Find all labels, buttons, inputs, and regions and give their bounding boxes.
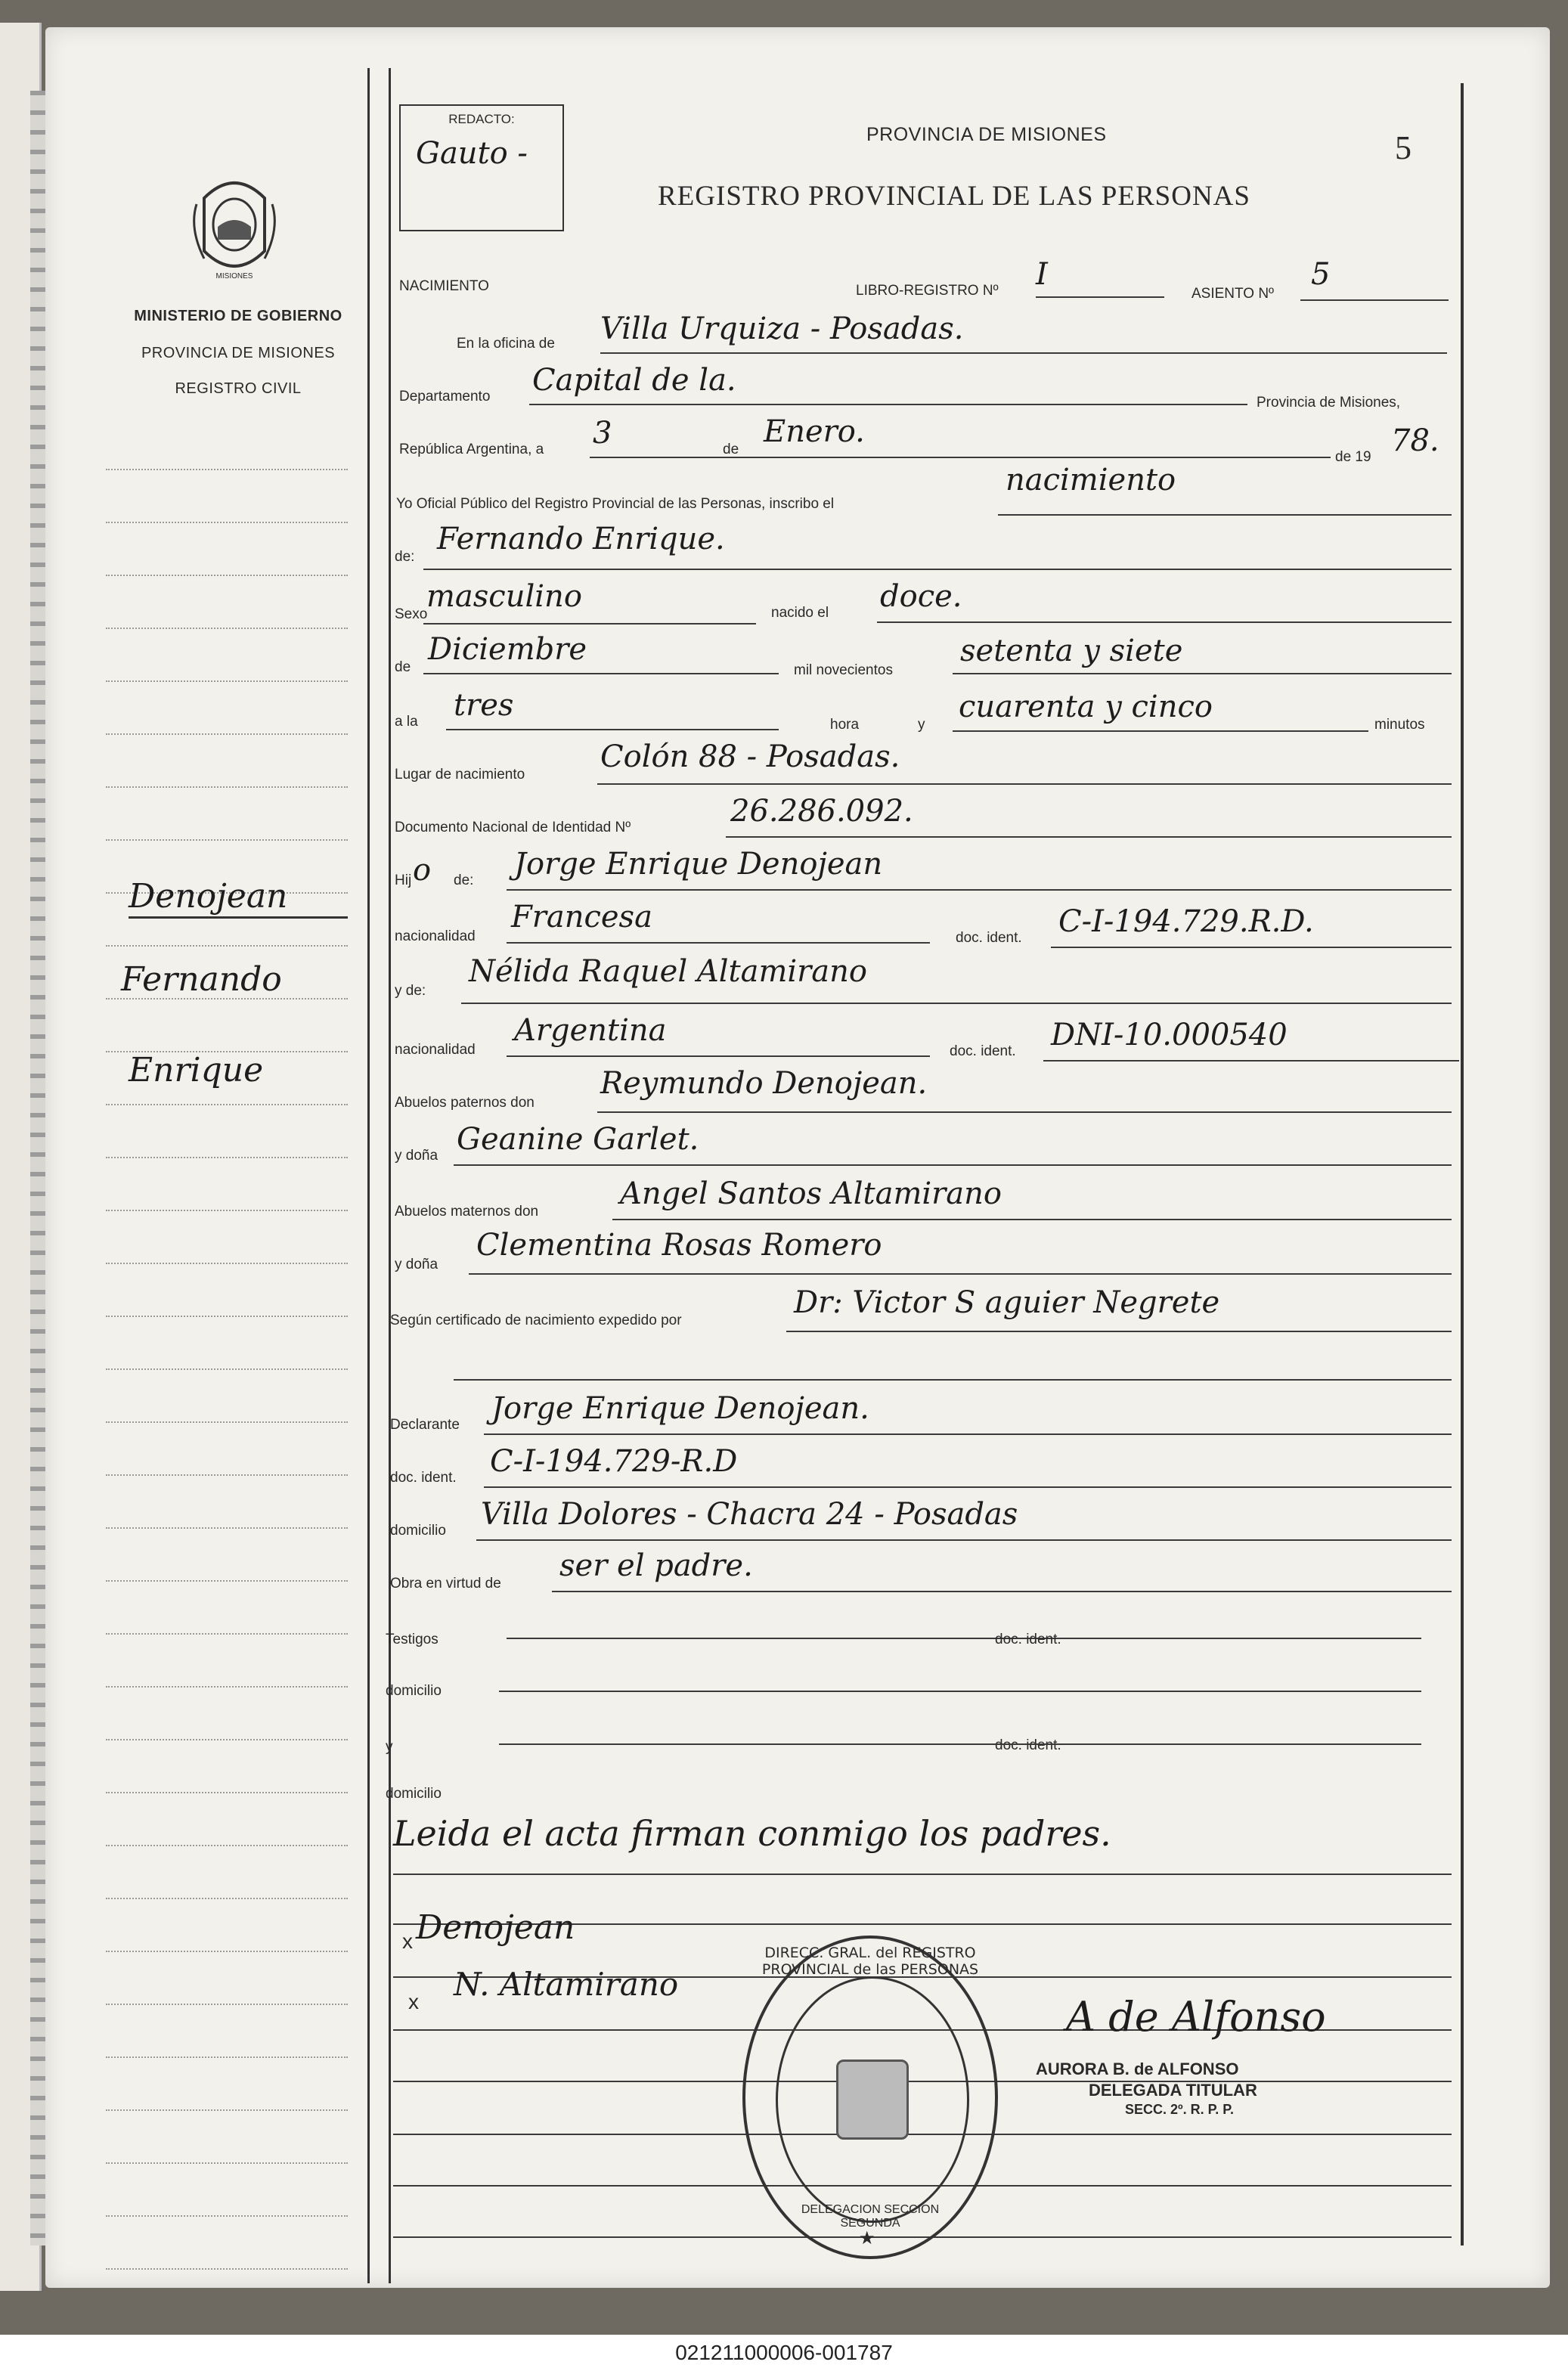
fill-line xyxy=(423,623,756,625)
sexo-value-field: masculino xyxy=(426,579,582,614)
oficina-value-field: Villa Urquiza - Posadas. xyxy=(600,311,964,346)
right-rule xyxy=(1461,83,1464,2245)
margin-ruled-line xyxy=(106,1263,348,1264)
margin-ruled-line xyxy=(106,1951,348,1952)
nombre-value-field: Fernando Enrique. xyxy=(437,522,725,556)
fill-line xyxy=(1300,299,1449,301)
seal-emblem-icon xyxy=(836,2060,909,2140)
officer-title: DELEGADA TITULAR xyxy=(1089,2081,1257,2100)
abuela-pat-value-field: Geanine Garlet. xyxy=(457,1122,699,1157)
domicilio-value-field: Villa Dolores - Chacra 24 - Posadas xyxy=(481,1497,1018,1532)
margin-ruled-line xyxy=(106,1316,348,1317)
fill-line xyxy=(507,1055,930,1057)
margin-ruled-line xyxy=(106,2109,348,2111)
oficial-value-field: nacimiento xyxy=(1006,463,1176,497)
doc-ident-label-label: doc. ident. xyxy=(956,930,1022,946)
declarante-value-field: Jorge Enrique Denojean. xyxy=(491,1391,869,1426)
abuelo-pat-value-field: Reymundo Denojean. xyxy=(600,1066,928,1101)
margin-ruled-line xyxy=(106,1210,348,1211)
fill-line xyxy=(612,1219,1452,1220)
fill-line xyxy=(507,1638,1421,1639)
anio-nac-value-field: setenta y siete xyxy=(960,634,1183,668)
de-label-label: de xyxy=(723,442,739,457)
leida-value-field: Leida el acta firman conmigo los padres. xyxy=(393,1813,1111,1854)
fill-line xyxy=(423,569,1452,570)
y-label-label: y xyxy=(918,717,925,733)
libro-value-field: I xyxy=(1036,257,1048,292)
padre-value-field: Jorge Enrique Denojean xyxy=(514,847,883,882)
redacto-box xyxy=(399,104,564,231)
abuelo-mat-value-field: Angel Santos Altamirano xyxy=(620,1176,1002,1211)
nacionalidad-label-label: nacionalidad xyxy=(395,1042,476,1058)
margin-ruled-line xyxy=(106,1739,348,1740)
margin-first-name: Fernando xyxy=(121,960,282,999)
province-subtitle: PROVINCIA DE MISIONES xyxy=(141,345,336,361)
departamento-label-label: Departamento xyxy=(399,389,491,404)
doc-ident-label-label: doc. ident. xyxy=(950,1043,1016,1059)
margin-surname-underline xyxy=(129,916,348,919)
doc-declarante-value-field: C-I-194.729-R.D xyxy=(490,1444,738,1479)
margin-ruled-line xyxy=(106,2215,348,2217)
fill-line xyxy=(552,1591,1452,1592)
margin-surname: Denojean xyxy=(129,877,288,916)
certificado-value-field: Dr: Victor S aguier Negrete xyxy=(794,1285,1220,1320)
fill-line xyxy=(423,673,779,674)
fill-line xyxy=(1051,947,1452,948)
abuelos-mat-label-label: Abuelos maternos don xyxy=(395,1204,539,1220)
margin-ruled-line xyxy=(106,786,348,788)
margin-ruled-line xyxy=(106,1845,348,1846)
official-seal xyxy=(742,1936,998,2259)
seal-star-icon: ★ xyxy=(859,2228,875,2249)
margin-ruled-line xyxy=(106,733,348,735)
margin-ruled-line xyxy=(106,575,348,576)
provincia-label-label: Provincia de Misiones, xyxy=(1257,395,1401,411)
fill-line xyxy=(726,836,1452,838)
margin-ruled-line xyxy=(106,2162,348,2164)
mes-nac-value-field: Diciembre xyxy=(428,632,587,667)
domicilio-label2-label: domicilio xyxy=(386,1683,442,1699)
fill-line xyxy=(507,889,1452,891)
margin-ruled-line xyxy=(106,1792,348,1793)
fill-line xyxy=(454,1164,1452,1166)
y-dona-label-label: y doña xyxy=(395,1257,438,1272)
margin-rule-inner xyxy=(389,68,391,2283)
asiento-value-field: 5 xyxy=(1311,257,1331,292)
y-label2-label: y xyxy=(386,1739,393,1755)
libro-label-label: LIBRO-REGISTRO Nº xyxy=(856,283,999,299)
margin-ruled-line xyxy=(106,1421,348,1423)
margin-ruled-line xyxy=(106,628,348,629)
seal-outer-text: DIRECC. GRAL. del REGISTRO PROVINCIAL de las PERSONAS xyxy=(761,1945,979,1978)
margin-ruled-line xyxy=(106,2004,348,2005)
dia-value-field: 3 xyxy=(593,416,612,451)
fill-line xyxy=(1036,296,1164,298)
margin-ruled-line xyxy=(106,1474,348,1476)
coat-of-arms-icon xyxy=(189,168,280,289)
fill-line xyxy=(529,404,1247,405)
nac-padre-value-field: Francesa xyxy=(511,900,652,934)
fill-line xyxy=(461,1003,1452,1004)
domicilio-label-label: domicilio xyxy=(390,1523,446,1539)
margin-ruled-line xyxy=(106,680,348,682)
margin-ruled-line xyxy=(106,1368,348,1370)
section-label: NACIMIENTO xyxy=(399,278,489,294)
madre-value-field: Nélida Raquel Altamirano xyxy=(469,954,867,989)
oficina-label-label: En la oficina de xyxy=(457,336,555,352)
de-label2-label: de: xyxy=(395,549,415,565)
margin-ruled-line xyxy=(106,945,348,947)
fill-line xyxy=(499,1743,1421,1745)
abuelos-pat-label-label: Abuelos paternos don xyxy=(395,1095,535,1111)
x-mark-2: x xyxy=(408,1990,419,2013)
fill-line xyxy=(499,1691,1421,1692)
doc-ident-label4-label: doc. ident. xyxy=(995,1737,1061,1753)
fill-line xyxy=(953,730,1368,732)
hora-label-label: hora xyxy=(830,717,860,733)
declarante-label-label: Declarante xyxy=(390,1417,460,1433)
margin-middle-name: Enrique xyxy=(129,1051,264,1089)
oficial-label-label: Yo Oficial Público del Registro Provincial de las Personas, inscribo el xyxy=(396,496,835,512)
binding-stitches xyxy=(30,91,45,2245)
a-la-label-label: a la xyxy=(395,714,418,730)
redacto-label: REDACTO: xyxy=(448,112,515,126)
fill-line xyxy=(446,729,779,730)
nacido-label-label: nacido el xyxy=(771,605,829,621)
anio-value-field: 78. xyxy=(1391,423,1439,458)
parent-signature-1: Denojean xyxy=(416,1908,575,1947)
de-label4-label: de: xyxy=(454,872,474,888)
doc-ident-label3-label: doc. ident. xyxy=(995,1632,1061,1647)
nac-madre-value-field: Argentina xyxy=(514,1013,667,1048)
civil-registry-subtitle: REGISTRO CIVIL xyxy=(175,380,302,397)
ministry-title: MINISTERIO DE GOBIERNO xyxy=(134,308,342,324)
hora-value-field: tres xyxy=(454,688,514,723)
officer-section: SECC. 2º. R. P. P. xyxy=(1125,2102,1234,2117)
margin-ruled-line xyxy=(106,469,348,470)
mil-label-label: mil novecientos xyxy=(794,662,893,678)
doc-madre-value-field: DNI-10.000540 xyxy=(1051,1018,1288,1052)
margin-ruled-line xyxy=(106,1104,348,1105)
departamento-value-field: Capital de la. xyxy=(532,363,736,398)
de-label3-label: de xyxy=(395,659,411,675)
fill-line xyxy=(1043,1060,1459,1062)
doc-ident-label2-label: doc. ident. xyxy=(390,1470,457,1486)
minutos-value-field: cuarenta y cinco xyxy=(959,690,1213,724)
lugar-value-field: Colón 88 - Posadas. xyxy=(600,739,900,774)
asiento-label-label: ASIENTO Nº xyxy=(1191,286,1274,302)
hijo-suffix-field: o xyxy=(413,853,432,888)
fill-line xyxy=(786,1331,1452,1332)
document-code: 021211000006-001787 xyxy=(675,2341,893,2364)
fill-line xyxy=(484,1486,1452,1488)
emblem-text: MISIONES xyxy=(215,272,253,280)
x-mark-1: x xyxy=(402,1929,413,1953)
margin-ruled-line xyxy=(106,2268,348,2270)
fill-line xyxy=(590,457,1331,458)
officer-name: AURORA B. de ALFONSO xyxy=(1036,2060,1239,2078)
fill-line xyxy=(454,1379,1452,1381)
fill-line xyxy=(469,1273,1452,1275)
fill-line xyxy=(393,1874,1452,1875)
margin-ruled-line xyxy=(106,1527,348,1529)
sexo-label-label: Sexo xyxy=(395,606,428,622)
fill-line xyxy=(953,673,1452,674)
obra-label-label: Obra en virtud de xyxy=(390,1576,501,1592)
page-number: 5 xyxy=(1395,129,1412,166)
minutos-label-label: minutos xyxy=(1374,717,1425,733)
redacto-value: Gauto - xyxy=(416,136,528,171)
fill-line xyxy=(476,1539,1452,1541)
testigos-label-label: Testigos xyxy=(386,1632,438,1647)
fill-line xyxy=(597,783,1452,785)
abuela-mat-value-field: Clementina Rosas Romero xyxy=(476,1228,882,1263)
nacionalidad-label-label: nacionalidad xyxy=(395,928,476,944)
registry-title: REGISTRO PROVINCIAL DE LAS PERSONAS xyxy=(658,181,1250,212)
doc-padre-value-field: C-I-194.729.R.D. xyxy=(1058,904,1314,939)
margin-ruled-line xyxy=(106,1157,348,1158)
nacido-value-field: doce. xyxy=(880,579,962,614)
margin-ruled-line xyxy=(106,1580,348,1582)
parent-signature-2: N. Altamirano xyxy=(454,1966,679,2003)
margin-ruled-line xyxy=(106,839,348,841)
y-dona-label-label: y doña xyxy=(395,1148,438,1164)
domicilio-label3-label: domicilio xyxy=(386,1786,442,1802)
fill-line xyxy=(597,1111,1452,1113)
y-de-label-label: y de: xyxy=(395,983,426,999)
province-title: PROVINCIA DE MISIONES xyxy=(866,124,1107,145)
footer-bar xyxy=(0,2335,1568,2371)
fill-line xyxy=(998,514,1452,516)
margin-ruled-line xyxy=(106,1898,348,1899)
certificado-label-label: Según certificado de nacimiento expedido por xyxy=(390,1313,682,1328)
hijo-label-label: Hij xyxy=(395,872,412,888)
mes-value-field: Enero. xyxy=(764,414,865,449)
fill-line xyxy=(507,942,930,944)
de-anio-label-label: de 19 xyxy=(1335,449,1371,465)
lugar-label-label: Lugar de nacimiento xyxy=(395,767,525,783)
margin-ruled-line xyxy=(106,1633,348,1635)
officer-signature: A de Alfonso xyxy=(1066,1993,1326,2041)
fill-line xyxy=(877,621,1452,623)
seal-inner-text: DELEGACION SECCION SEGUNDA xyxy=(801,2203,940,2230)
margin-rule-outer xyxy=(367,68,370,2283)
fill-line xyxy=(600,352,1447,354)
obra-value-field: ser el padre. xyxy=(559,1548,753,1583)
republica-label-label: República Argentina, a xyxy=(399,442,544,457)
fill-line xyxy=(484,1433,1452,1435)
margin-ruled-line xyxy=(106,2056,348,2058)
margin-ruled-line xyxy=(106,1686,348,1688)
margin-ruled-line xyxy=(106,522,348,523)
documento-value-field: 26.286.092. xyxy=(730,794,913,829)
documento-label-label: Documento Nacional de Identidad Nº xyxy=(395,820,631,835)
